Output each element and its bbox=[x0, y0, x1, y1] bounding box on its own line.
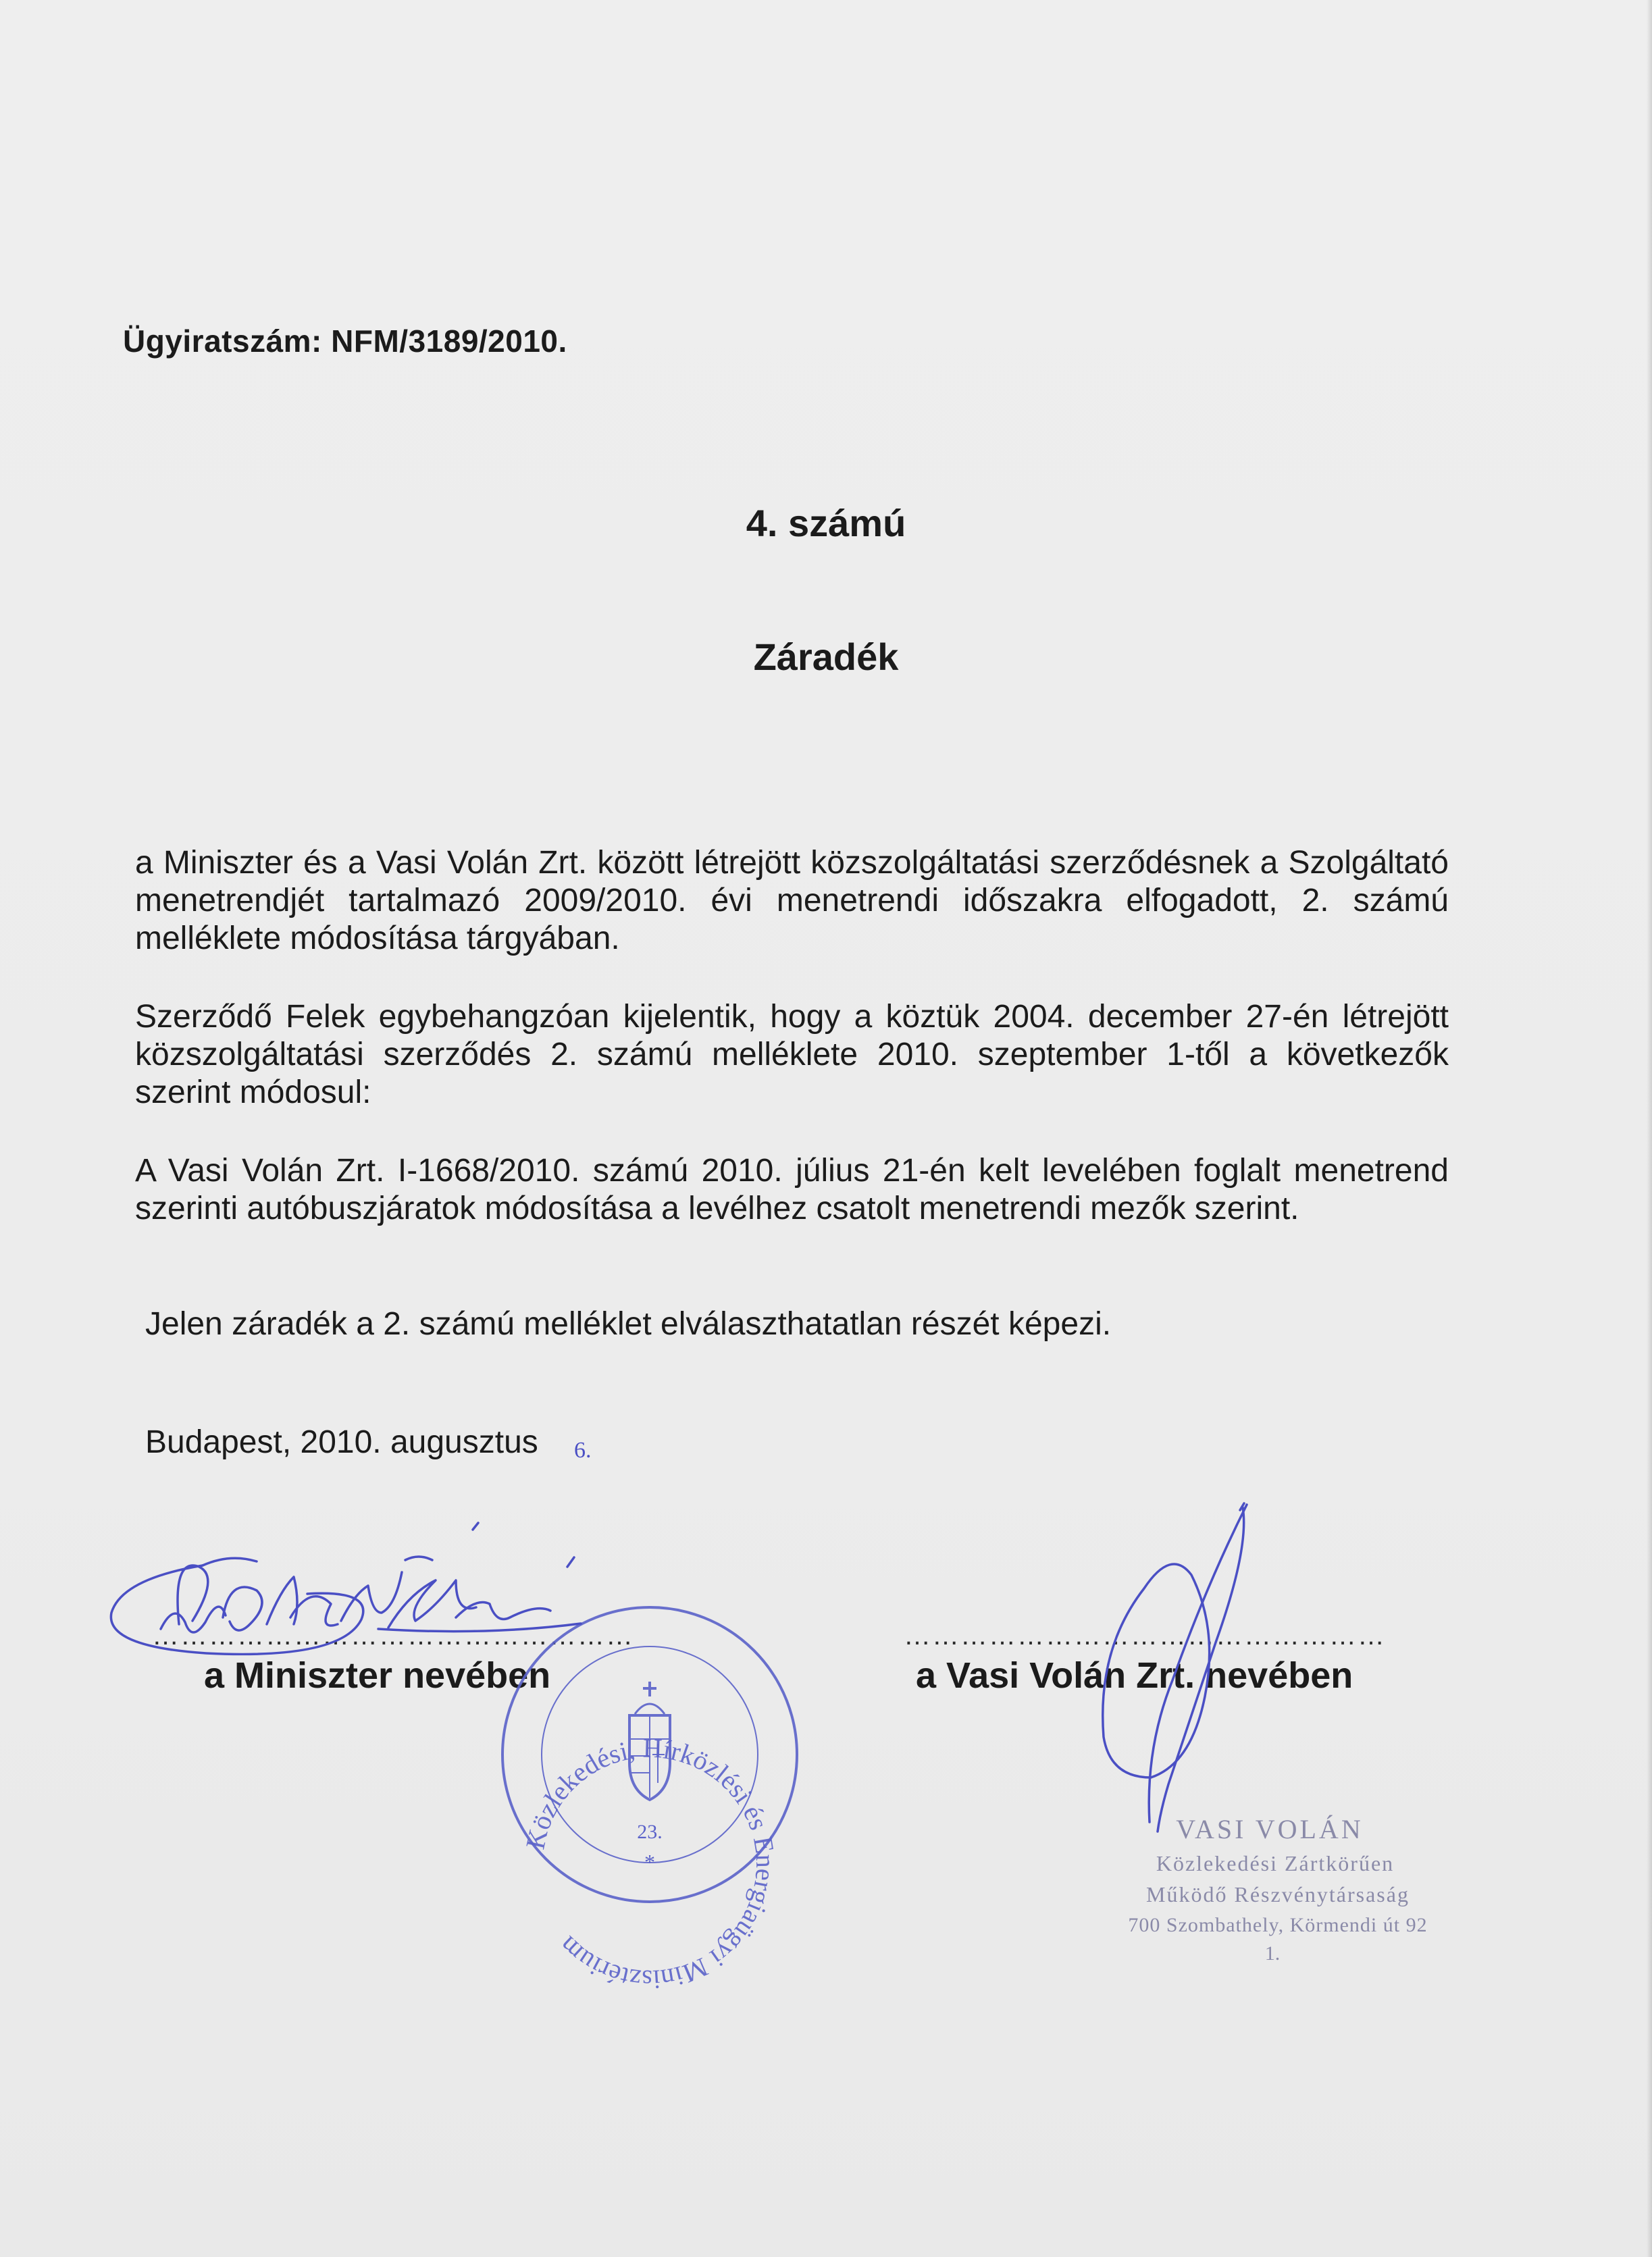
svg-text:1.: 1. bbox=[1264, 1942, 1281, 1965]
addendum-number: 4. számú bbox=[746, 502, 906, 544]
ministry-seal-ring-text: Közlekedési, Hírközlési és Energiaügyi Minisztérium bbox=[519, 1732, 781, 1996]
company-stamp bbox=[1128, 1814, 1427, 1965]
svg-text:6.: 6. bbox=[574, 1438, 592, 1463]
scan-edge-shadow bbox=[1647, 0, 1652, 2257]
paragraph-modification: A Vasi Volán Zrt. I-1668/2010. számú 2010. július 21-én kelt levelében foglalt menetrend szerinti autóbuszjáratok módosítása a levélhez csatolt menetrendi mezők szerint. bbox=[135, 1153, 1449, 1226]
minister-signature-label: a Miniszter nevében bbox=[204, 1655, 551, 1696]
document-title: Záradék bbox=[753, 635, 899, 678]
ministry-seal bbox=[502, 1607, 797, 1902]
svg-text:VASI VOLÁN: VASI VOLÁN bbox=[1176, 1814, 1364, 1844]
paragraph-declaration: Szerződő Felek egybehangzóan kijelentik, hogy a köztük 2004. december 27-én létrejött közszolgáltatási szerződés 2. számú melléklete 2010. szeptember 1-től a következők szerint módosul: bbox=[135, 999, 1449, 1110]
paragraph-inseparable: Jelen záradék a 2. számú melléklet elválaszthatatlan részét képezi. bbox=[145, 1306, 1112, 1342]
paragraph-subject: a Miniszter és a Vasi Volán Zrt. között létrejött közszolgáltatási szerződésnek a Szolgáltató menetrendjét tartalmazó 2009/2010. évi menetrendi időszakra elfogadott, 2. számú melléklete módosítása tárgyában. bbox=[135, 845, 1449, 956]
ministry-seal-number: 23. bbox=[637, 1821, 663, 1843]
signature-line-right: …………………………………………… bbox=[904, 1621, 1386, 1651]
svg-text:700 Szombathely, Körmendi út 9: 700 Szombathely, Körmendi út 92 bbox=[1128, 1914, 1428, 1936]
svg-text:Működő Részvénytársaság: Működő Részvénytársaság bbox=[1146, 1882, 1410, 1906]
place-and-date: Budapest, 2010. augusztus bbox=[145, 1424, 538, 1460]
company-signature-label: a Vasi Volán Zrt. nevében bbox=[916, 1655, 1353, 1696]
reference-number: Ügyiratszám: NFM/3189/2010. bbox=[123, 323, 567, 359]
ministry-seal-star: * bbox=[644, 1850, 655, 1874]
coat-of-arms-icon bbox=[629, 1682, 670, 1800]
handwritten-day bbox=[573, 1437, 600, 1464]
svg-text:Közlekedési Zártkörűen: Közlekedési Zártkörűen bbox=[1156, 1851, 1395, 1875]
signature-line-left: …………………………………………… bbox=[152, 1621, 634, 1651]
